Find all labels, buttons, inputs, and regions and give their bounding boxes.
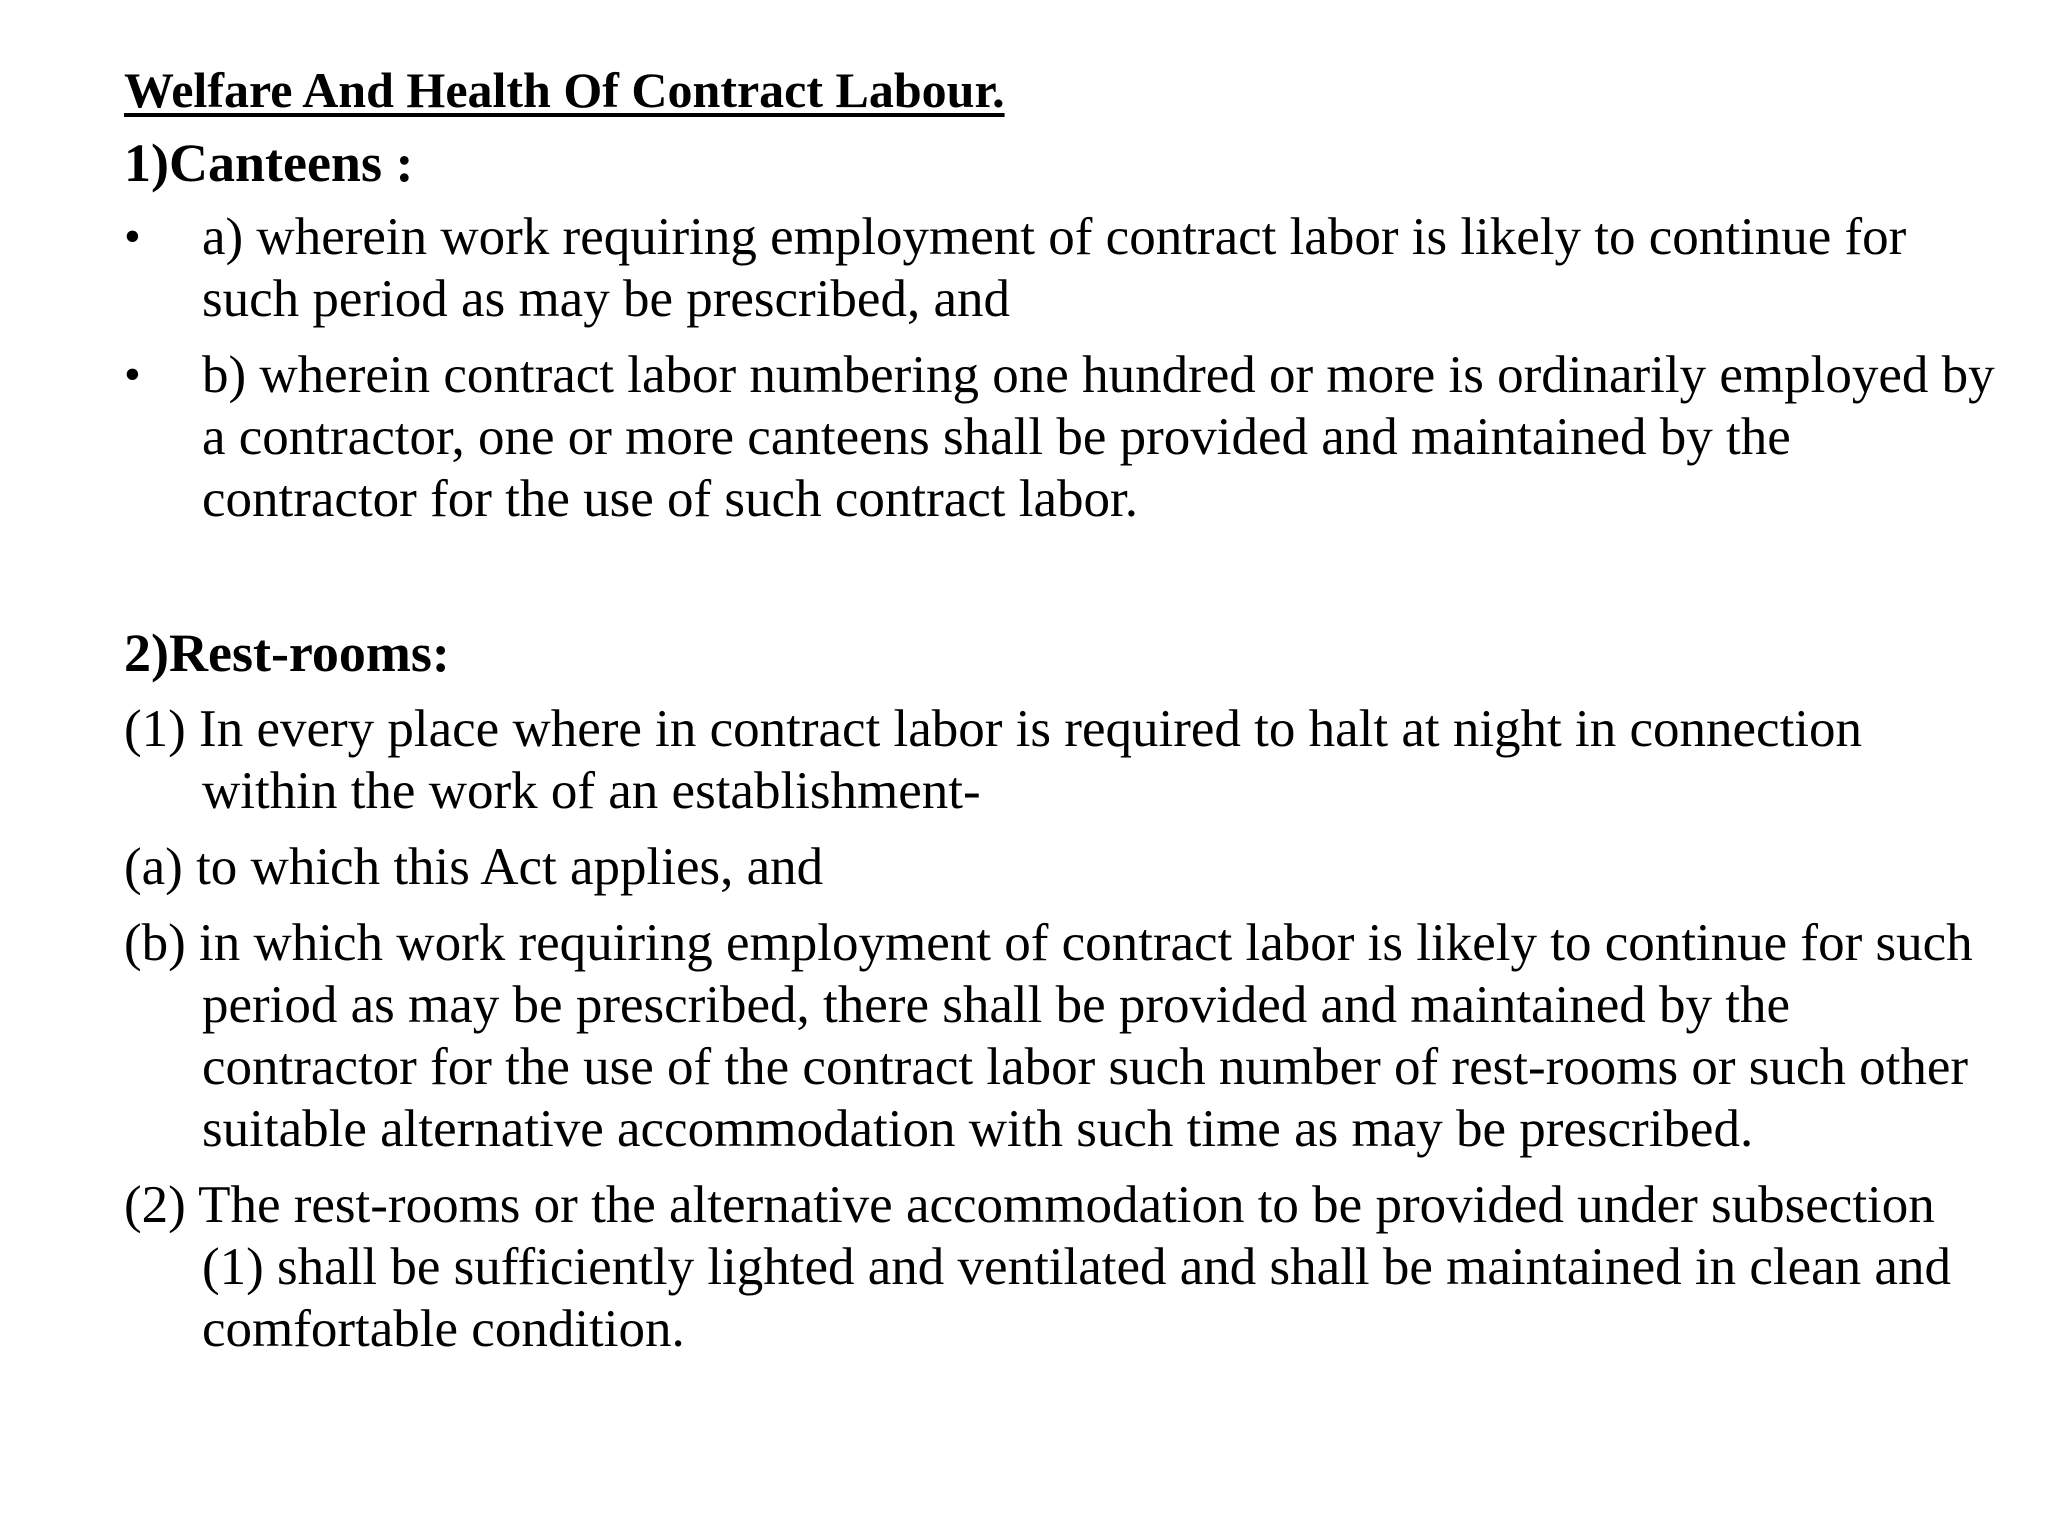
section-canteens [124,132,2004,530]
section-heading-rest-rooms: 2)Rest-rooms: [124,623,450,683]
bullet-text: b) wherein contract labor numbering one hundred or more is ordinarily employed by a contractor, one or more canteens shall be provided and maintained by the contractor for the use of such contract labor. [202,346,1995,528]
list-item [124,344,2004,530]
section-rest-rooms [124,622,2004,1360]
clause-1b: (b) in which work requiring employment of contract labor is likely to continue for such period as may be prescribed, there shall be provided and maintained by the contractor for the use of the contract labor such number of rest-rooms or such other suitable alternative accommodation with such time as may be prescribed. [124,914,1973,1158]
bullet-icon: • [124,210,141,263]
clause-2: (2) The rest-rooms or the alternative accommodation to be provided under subsection (1) shall be sufficiently lighted and ventilated and shall be maintained in clean and comfortable condition. [124,1176,1951,1358]
document-page [124,60,2004,1374]
clause-1: (1) In every place where in contract labor is required to halt at night in connection within the work of an establishment- [124,700,1863,820]
section-heading-canteens: 1)Canteens : [124,133,414,193]
list-item [124,206,2004,330]
bullet-icon: • [124,348,141,401]
document-title: Welfare And Health Of Contract Labour. [124,62,1005,118]
clause-1a: (a) to which this Act applies, and [124,838,824,896]
bullet-text: a) wherein work requiring employment of contract labor is likely to continue for such period as may be prescribed, and [202,208,1907,328]
canteens-bullet-list [124,206,2004,530]
